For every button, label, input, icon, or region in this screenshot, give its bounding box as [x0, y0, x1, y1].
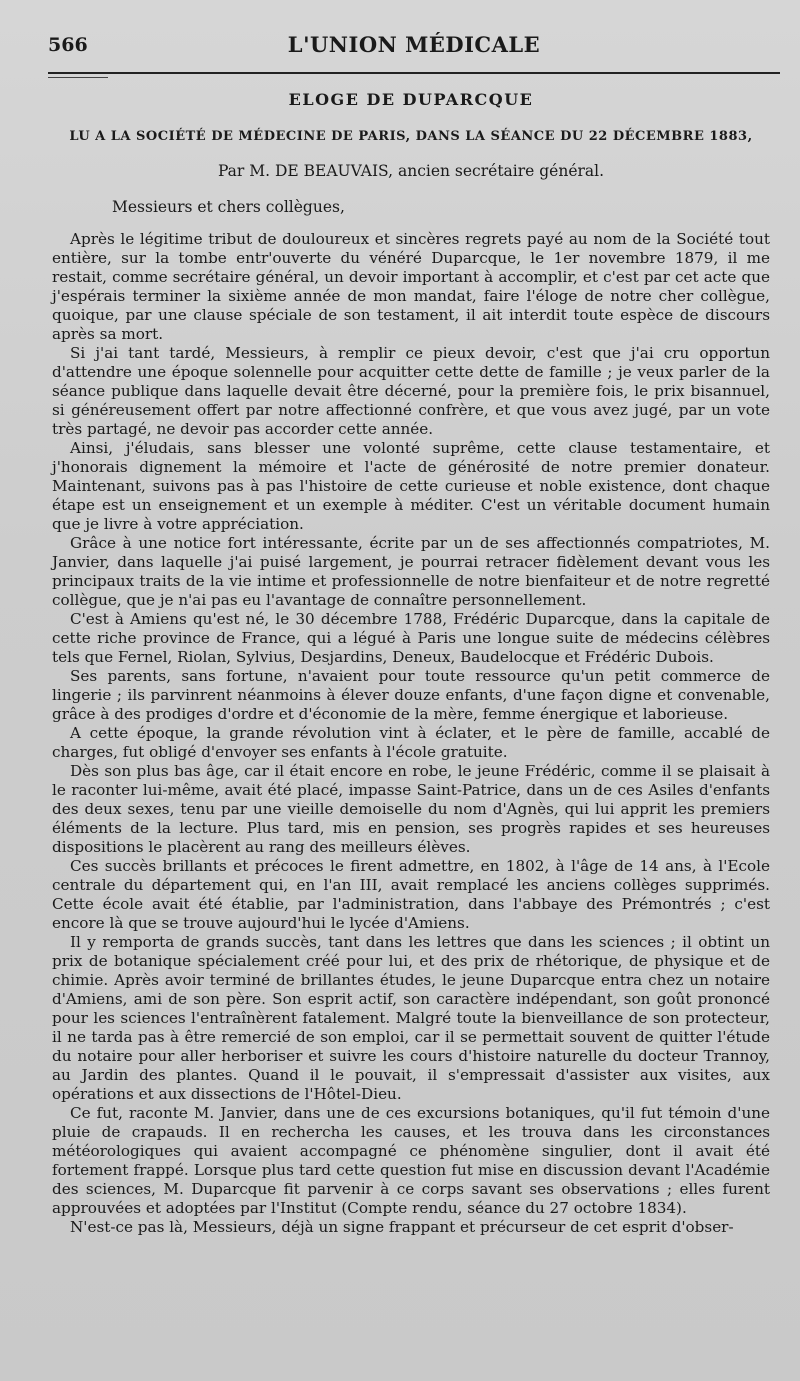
paragraph: A cette époque, la grande révolution vint à éclater, et le père de famille, accablé de charges, fut obligé d'envoyer ses enfants à l'école gratuite. — [52, 724, 770, 761]
paragraph: Ainsi, j'éludais, sans blesser une volonté suprême, cette clause testamentaire, et j'honorais dignement la mémoire et l'acte de générosité de notre premier donateur. Maintenant, suivons pas à pas l'histoire de cette curieuse et noble existence, dont chaque étape est un enseignement et un exemple à méditer. C'est un véritable document humain que je livre à votre appréciation. — [52, 439, 770, 533]
salutation: Messieurs et chers collègues, — [112, 198, 345, 216]
paragraph: Après le légitime tribut de douloureux et sincères regrets payé au nom de la Société tout entière, sur la tombe entr'ouverte du vénéré Duparcque, le 1er novembre 1879, il me restait, comme secrétaire général, un devoir important à accomplir, et c'est par cet acte que j'espérais terminer la sixième année de mon mandat, faire l'éloge de notre cher collègue, quoique, par une clause spéciale de son testament, il ait interdit toute espèce de discours après sa mort. — [52, 230, 770, 343]
article-body — [52, 90, 770, 1237]
paragraph: Ce fut, raconte M. Janvier, dans une de ces excursions botaniques, qu'il fut témoin d'une pluie de crapauds. Il en rechercha les causes, et les trouva dans les circonstances météorologiques qui avaient accompagné ce phénomène singulier, dont il avait été fortement frappé. Lorsque plus tard cette question fut mise en discussion devant l'Académie des sciences, M. Duparcque fit parvenir à ce corps savant ses observations ; elles furent approuvées et adoptées par l'Institut (Compte rendu, séance du 27 octobre 1834). — [52, 1104, 770, 1217]
running-title: L'UNION MÉDICALE — [287, 32, 541, 57]
page-number: 566 — [48, 34, 88, 56]
paragraph: Grâce à une notice fort intéressante, écrite par un de ses affectionnés compatriotes, M. Janvier, dans laquelle j'ai puisé largement, je pourrai retracer fidèlement devant vous les principaux traits de la vie intime et professionnelle de notre bienfaiteur et de notre regretté collègue, que je n'ai pas eu l'avantage de connaître personnellement. — [52, 534, 770, 609]
paragraph: N'est-ce pas là, Messieurs, déjà un signe frappant et précurseur de cet esprit d'obser- — [70, 1218, 734, 1236]
paragraph: Ses parents, sans fortune, n'avaient pour toute ressource qu'un petit commerce de lingerie ; ils parvinrent néanmoins à élever douze enfants, d'une façon digne et convenable, grâce à des prodiges d'ordre et d'économie de la mère, femme énergique et laborieuse. — [52, 667, 770, 723]
paragraph: Ces succès brillants et précoces le firent admettre, en 1802, à l'âge de 14 ans, à l'Ecole centrale du département qui, en l'an III, avait remplacé les anciens collèges supprimés. Cette école avait été établie, par l'administration, dans l'abbaye des Prémontrés ; c'est encore là que se trouve aujourd'hui le lycée d'Amiens. — [52, 857, 770, 932]
paragraph: C'est à Amiens qu'est né, le 30 décembre 1788, Frédéric Duparcque, dans la capitale de cette riche province de France, qui a légué à Paris une longue suite de médecins célèbres tels que Fernel, Riolan, Sylvius, Desjardins, Deneux, Baudelocque et Frédéric Dubois. — [52, 610, 770, 666]
paragraph: Dès son plus bas âge, car il était encore en robe, le jeune Frédéric, comme il se plaisait à le raconter lui-même, avait été placé, impasse Saint-Patrice, dans un de ces Asiles d'enfants des deux sexes, tenu par une vieille demoiselle du nom d'Agnès, qui lui apprit les premiers éléments de la lecture. Plus tard, mis en pension, ses progrès rapides et ses heureuses dispositions le placèrent au rang des meilleurs élèves. — [52, 762, 770, 856]
header-rule-accent — [48, 77, 108, 78]
article-title: ELOGE DE DUPARCQUE — [288, 90, 534, 109]
article-subtitle: LU A LA SOCIÉTÉ DE MÉDECINE DE PARIS, DANS LA SÉANCE DU 22 DÉCEMBRE 1883, — [69, 129, 753, 144]
page-header — [48, 30, 780, 64]
header-rule — [48, 72, 780, 74]
paragraph: Il y remporta de grands succès, tant dans les lettres que dans les sciences ; il obtint un prix de botanique spécialement créé pour lui, et des prix de rhétorique, de physique et de chimie. Après avoir terminé de brillantes études, le jeune Duparcque entra chez un notaire d'Amiens, ami de son père. Son esprit actif, son caractère indépendant, son goût prononcé pour les sciences l'entraînèrent fatalement. Malgré toute la bienveillance de son protecteur, il ne tarda pas à être remercié de son emploi, car il se permettait souvent de quitter l'étude du notaire pour aller herboriser et suivre les cours d'histoire naturelle du docteur Trannoy, au Jardin des plantes. Quand il le pouvait, il s'empressait d'assister aux visites, aux opérations et aux dissections de l'Hôtel-Dieu. — [52, 933, 770, 1103]
paragraph: Si j'ai tant tardé, Messieurs, à remplir ce pieux devoir, c'est que j'ai cru opportun d'attendre une époque solennelle pour acquitter cette dette de famille ; je veux parler de la séance publique dans laquelle devait être décerné, pour la première fois, le prix bisannuel, si généreusement offert par notre affectionné confrère, et que vous avez jugé, par un vote très partagé, ne devoir pas accorder cette année. — [52, 344, 770, 438]
article-byline: Par M. DE BEAUVAIS, ancien secrétaire général. — [217, 162, 605, 180]
